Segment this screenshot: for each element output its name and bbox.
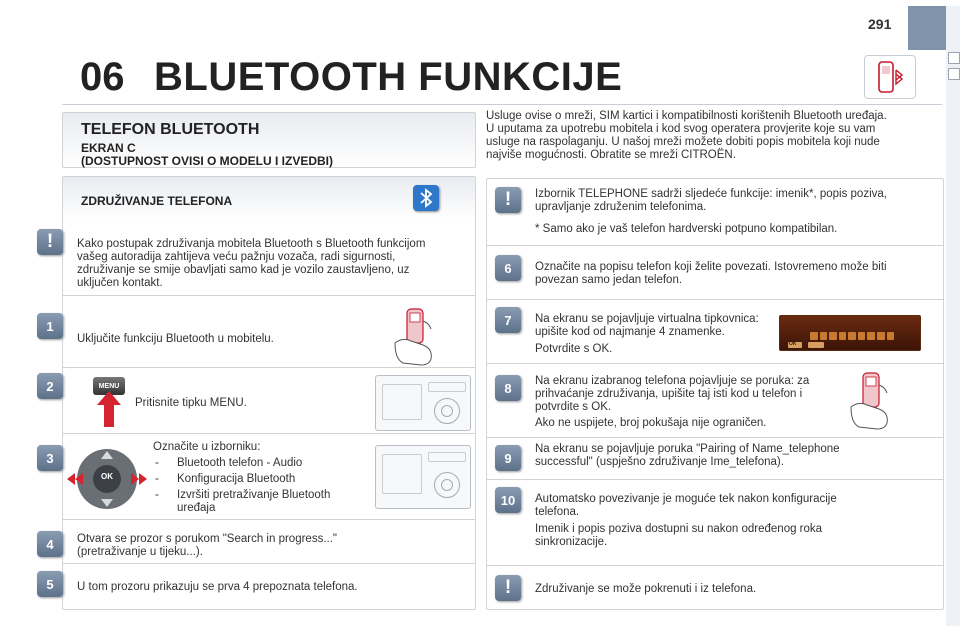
menu-key-label: MENU: [93, 377, 125, 395]
divider: [487, 245, 943, 246]
divider: [63, 367, 475, 368]
step-4-badge: 4: [37, 531, 63, 557]
step-5-badge: 5: [37, 571, 63, 597]
section-availability: (DOSTUPNOST OVISI O MODELU I IZVEDBI): [81, 154, 334, 168]
tab-marker: [948, 68, 960, 80]
divider: [487, 479, 943, 480]
step-7-badge: 7: [495, 307, 521, 333]
page-number: 291: [868, 16, 892, 32]
step-2-text: Pritisnite tipku MENU.: [135, 397, 247, 409]
step-2-badge: 2: [37, 373, 63, 399]
divider: [63, 563, 475, 564]
step-10-text: Automatsko povezivanje je moguće tek nakon konfiguracije telefona.: [535, 493, 837, 518]
chapter-title: BLUETOOTH FUNKCIJE: [154, 55, 623, 99]
divider: [63, 295, 475, 296]
ok-label: OK: [101, 472, 113, 481]
chapter-tab: [908, 6, 946, 50]
radio-unit-image: [375, 445, 471, 509]
bluetooth-phone-icon: [864, 55, 916, 99]
warning-icon: !: [37, 229, 63, 255]
hand-phone-icon: [841, 369, 911, 433]
step-1-text: Uključite funkciju Bluetooth u mobitelu.: [77, 333, 274, 345]
warning-icon: !: [495, 575, 521, 601]
divider: [487, 363, 943, 364]
step-8-text: Na ekranu izabranog telefona pojavljuje se poruka: za prihvaćanje združivanja, upišite taj isti kod u telefon i potvrdite s OK.: [535, 375, 810, 413]
compatibility-note: * Samo ako je vaš telefon hardverski potpuno kompatibilan.: [535, 223, 838, 235]
pairing-panel: [46, 176, 476, 610]
menu-item: - Konfiguracija Bluetooth: [153, 473, 363, 486]
menu-list: [153, 457, 363, 518]
bluetooth-icon: [413, 185, 439, 211]
intro-text: Usluge ovise o mreži, SIM kartici i kompatibilnosti korištenih Bluetooth uređaja. U uputama za upotrebu mobitela i kod svog operatera provjerite koje su vam usluge na raspolaganju. U našoj mreži možete dobiti popis mobitela koji nude najviše mogućnosti. Obratite se mreži CITROËN.: [486, 110, 887, 161]
virtual-keypad-image: [779, 315, 921, 351]
pairing-title: ZDRUŽIVANJE TELEFONA: [81, 194, 233, 208]
header-divider: [62, 104, 942, 105]
hand-phone-icon: [385, 303, 455, 367]
ok-dial-icon[interactable]: [67, 441, 147, 517]
step-1-badge: 1: [37, 313, 63, 339]
menu-item: - Izvršiti pretraživanje Bluetooth uređaja: [153, 489, 363, 515]
divider: [487, 437, 943, 438]
step-8-retry: Ako ne uspijete, broj pokušaja nije ograničen.: [535, 417, 767, 429]
chapter-number: 06: [80, 55, 125, 99]
step-6-text: Označite na popisu telefon koji želite povezati. Istovremeno može biti povezan samo jedan telefon.: [535, 261, 887, 286]
warning-icon: !: [495, 187, 521, 213]
side-strip: [946, 6, 960, 626]
procedure-panel: [486, 178, 944, 610]
phone-pairing-note: Združivanje se može pokrenuti i iz telefona.: [535, 583, 757, 595]
step-3-text: Označite u izborniku:: [153, 441, 261, 453]
step-5-text: U tom prozoru prikazuju se prva 4 prepoznata telefona.: [77, 581, 358, 593]
menu-key[interactable]: [89, 373, 129, 425]
safety-warning: Kako postupak združivanja mobitela Bluetooth s Bluetooth funkcijom vašeg autoradija zahtijeva veću pažnju vozača, radi sigurnosti, združivanje se smije obavljati samo kad je vozilo zaustavljeno, uz uključen kontakt.: [77, 238, 426, 289]
section-title: TELEFON BLUETOOTH: [81, 121, 260, 138]
tab-marker: [948, 52, 960, 64]
divider: [487, 299, 943, 300]
section-subtitle: EKRAN C: [81, 141, 136, 155]
step-6-badge: 6: [495, 255, 521, 281]
step-9-badge: 9: [495, 445, 521, 471]
step-4-text: Otvara se prozor s porukom "Search in progress..." (pretraživanje u tijeku...).: [77, 533, 337, 558]
section-header: [62, 112, 476, 168]
step-3-badge: 3: [37, 445, 63, 471]
step-9-text: Na ekranu se pojavljuje poruka "Pairing of Name_telephone successful" (uspješno združivanje Ime_telefona).: [535, 443, 840, 468]
divider: [63, 433, 475, 434]
step-10-badge: 10: [495, 487, 521, 513]
divider: [487, 565, 943, 566]
step-10-sync: Imenik i popis poziva dostupni su nakon određenog roka sinkronizacije.: [535, 523, 823, 548]
divider: [63, 519, 475, 520]
menu-item: - Bluetooth telefon - Audio: [153, 457, 363, 470]
step-7-text: Na ekranu se pojavljuje virtualna tipkovnica: upišite kod od najmanje 4 znamenke.: [535, 313, 759, 338]
step-8-badge: 8: [495, 375, 521, 401]
keypad-ok: OK: [789, 341, 797, 347]
step-7-confirm: Potvrdite s OK.: [535, 343, 613, 355]
radio-unit-image: [375, 375, 471, 431]
telephone-menu-note: Izbornik TELEPHONE sadrži sljedeće funkcije: imenik*, popis poziva, upravljanje združenim telefonima.: [535, 188, 887, 213]
